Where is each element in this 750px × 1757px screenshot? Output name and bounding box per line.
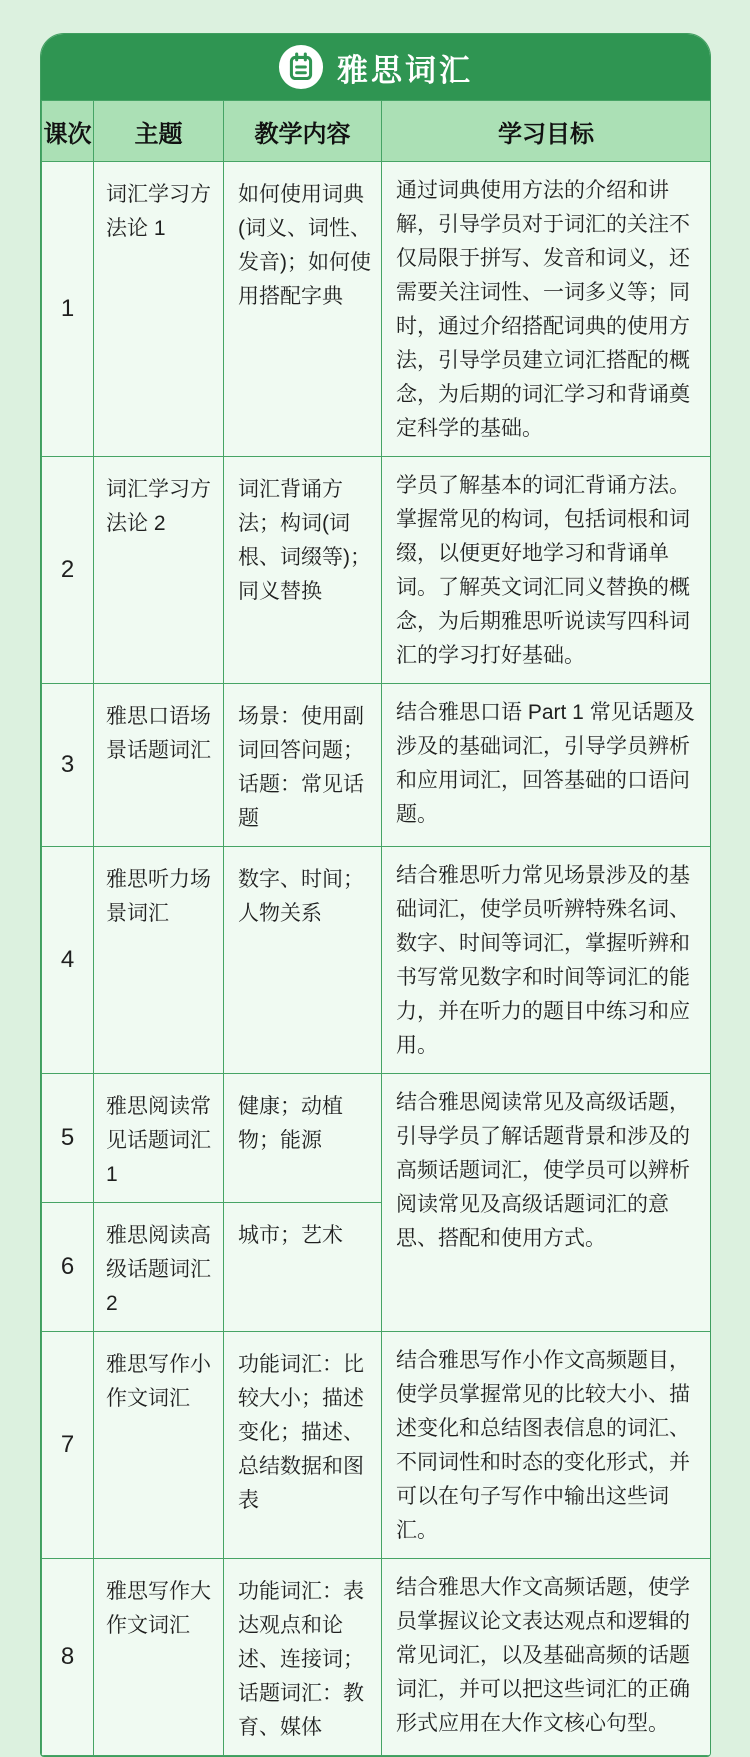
syllabus-table (41, 100, 711, 1756)
lesson-content: 功能词汇：表达观点和论述、连接词；话题词汇：教育、媒体 (224, 1559, 382, 1756)
lesson-topic: 词汇学习方法论 1 (94, 162, 224, 457)
lesson-number: 4 (42, 847, 94, 1074)
lesson-content: 场景：使用副词回答问题；话题：常见话题 (224, 684, 382, 847)
lesson-goal: 结合雅思口语 Part 1 常见话题及涉及的基础词汇，引导学员辨析和应用词汇，回答基础的口语问题。 (382, 684, 711, 847)
table-row (42, 1074, 711, 1203)
lesson-goal: 结合雅思写作小作文高频题目，使学员掌握常见的比较大小、描述变化和总结图表信息的词汇、不同词性和时态的变化形式，并可以在句子写作中输出这些词汇。 (382, 1332, 711, 1559)
lesson-number: 2 (42, 457, 94, 684)
col-header-content: 教学内容 (224, 101, 382, 162)
col-header-topic: 主题 (94, 101, 224, 162)
lesson-number: 5 (42, 1074, 94, 1203)
lesson-goal: 学员了解基本的词汇背诵方法。掌握常见的构词，包括词根和词缀，以便更好地学习和背诵单词。了解英文词汇同义替换的概念，为后期雅思听说读写四科词汇的学习打好基础。 (382, 457, 711, 684)
lesson-goal: 通过词典使用方法的介绍和讲解，引导学员对于词汇的关注不仅局限于拼写、发音和词义，还需要关注词性、一词多义等；同时，通过介绍搭配词典的使用方法，引导学员建立词汇搭配的概念，为后期的词汇学习和背诵奠定科学的基础。 (382, 162, 711, 457)
lesson-content: 城市；艺术 (224, 1203, 382, 1332)
table-row (42, 847, 711, 1074)
lesson-topic: 雅思阅读常见话题词汇1 (94, 1074, 224, 1203)
col-header-goal: 学习目标 (382, 101, 711, 162)
table-row (42, 684, 711, 847)
lesson-number: 1 (42, 162, 94, 457)
course-card (40, 33, 711, 1757)
lesson-topic: 雅思写作小作文词汇 (94, 1332, 224, 1559)
lesson-goal: 结合雅思大作文高频话题，使学员掌握议论文表达观点和逻辑的常见词汇，以及基础高频的话题词汇，并可以把这些词汇的正确形式应用在大作文核心句型。 (382, 1559, 711, 1756)
lesson-topic: 雅思听力场景词汇 (94, 847, 224, 1074)
lesson-number: 8 (42, 1559, 94, 1756)
lesson-content: 功能词汇：比较大小；描述变化；描述、总结数据和图表 (224, 1332, 382, 1559)
notepad-icon (278, 44, 324, 90)
lesson-content: 健康；动植物；能源 (224, 1074, 382, 1203)
table-row (42, 1559, 711, 1756)
table-header-row (42, 101, 711, 162)
table-row (42, 1332, 711, 1559)
lesson-content: 词汇背诵方法；构词(词根、词缀等)；同义替换 (224, 457, 382, 684)
lesson-content: 如何使用词典(词义、词性、发音)；如何使用搭配字典 (224, 162, 382, 457)
lesson-topic: 词汇学习方法论 2 (94, 457, 224, 684)
lesson-number: 7 (42, 1332, 94, 1559)
course-banner (41, 34, 710, 100)
lesson-goal-merged: 结合雅思阅读常见及高级话题，引导学员了解话题背景和涉及的高频话题词汇，使学员可以辨析阅读常见及高级话题词汇的意思、搭配和使用方式。 (382, 1074, 711, 1332)
lesson-number: 3 (42, 684, 94, 847)
lesson-content: 数字、时间；人物关系 (224, 847, 382, 1074)
col-header-lesson: 课次 (42, 101, 94, 162)
lesson-topic: 雅思阅读高级话题词汇2 (94, 1203, 224, 1332)
table-row (42, 457, 711, 684)
table-row (42, 162, 711, 457)
lesson-topic: 雅思口语场景话题词汇 (94, 684, 224, 847)
lesson-topic: 雅思写作大作文词汇 (94, 1559, 224, 1756)
lesson-goal: 结合雅思听力常见场景涉及的基础词汇，使学员听辨特殊名词、数字、时间等词汇，掌握听辨和书写常见数字和时间等词汇的能力，并在听力的题目中练习和应用。 (382, 847, 711, 1074)
lesson-number: 6 (42, 1203, 94, 1332)
page-title: 雅思词汇 (337, 52, 473, 88)
